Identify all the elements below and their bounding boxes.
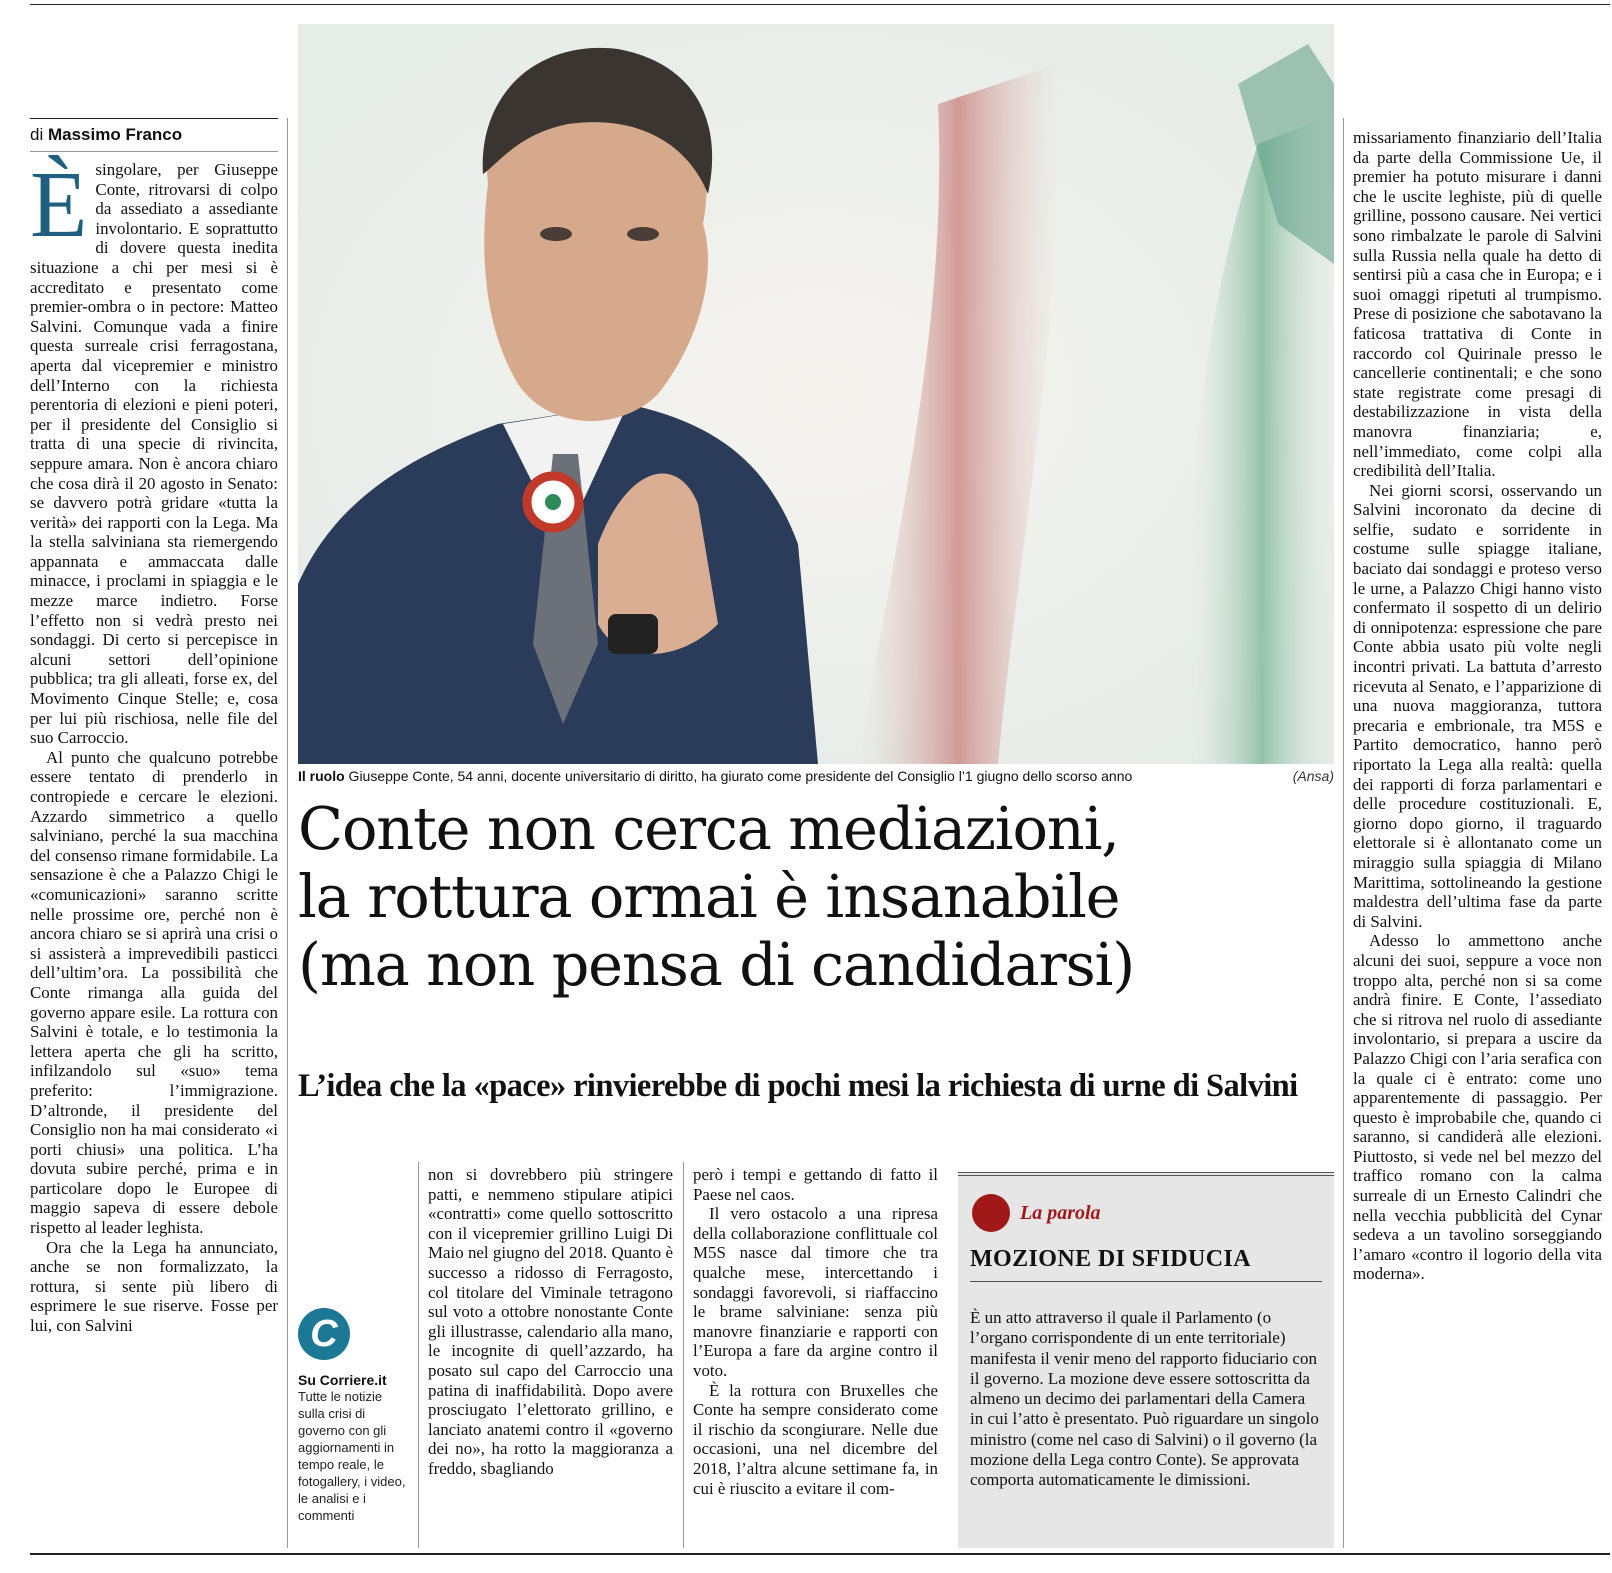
subheadline: L’idea che la «pace» rinvierebbe di pochi mesi la richiesta di urne di Salvini xyxy=(298,1068,1298,1104)
article-paragraph: Adesso lo ammettono anche alcuni dei suoi, seppure a voce non troppo alta, perché non si sa come andrà finire. E Conte, l’assediato che si ritrova nel ruolo di assediante involontario, si prepara a uscire da Palazzo Chigi con l’aria serafica con la quale ci è entrato: come uno apparentemente di passaggio. Per questo è improbabile che, quando ci saranno, si candiderà alle elezioni. Piuttosto, si vede nel bel mezzo del traffico romano con la calma surreale di un Ernesto Calindri che nella vecchia pubblicità del Cynar sedeva a un tavolino sorseggiando l’amaro «contro il logorio della vita moderna». xyxy=(1353,931,1602,1284)
article-paragraph: Nei giorni scorsi, osservando un Salvini incoronato da decine di selfie, sudato e sorridente in costume sulle spiagge italiane, baciato dai sondaggi e proteso verso le urne, a Palazzo Chigi hanno visto confermato il sospetto di un delirio di onnipotenza: espressione che pare Conte abbia usato più volte negli incontri privati. La battuta d’arresto ricevuta al Senato, e l’apparizione di una nuova maggioranza, tuttora precaria e embrionale, tra M5S e Partito democratico, hanno però riportato la Lega alla realtà: quella dei rapporti di forza parlamentari e delle procedure costituzionali. E, giorno dopo giorno, il traguardo elettorale si è allontanato come un miraggio sulla spiaggia di Milano Marittima, sottolineando la gestione maldestra dell’ultima fase da parte di Salvini. xyxy=(1353,480,1602,931)
conte-portrait-illustration xyxy=(298,24,1334,764)
column-divider xyxy=(1343,118,1344,1548)
caption-lead: Il ruolo xyxy=(298,768,345,784)
photo-caption xyxy=(298,768,1334,784)
column-divider xyxy=(287,118,288,1548)
article-paragraph: Il vero ostacolo a una ripresa della collaborazione conflittuale col M5S nasce dal timore che tra qualche mese, intercettando i sondaggi favorevoli, si riaffaccino le brame salviniane: senza più manovre finanziarie e rapporti con l’Europa a fare da argine contro il voto. xyxy=(693,1204,938,1380)
article-paragraph: missariamento finanziario dell’Italia da parte della Commissione Ue, il premier ha potuto misurare i danni che le uscite leghiste, più di quelle grilline, possono causare. Nei vertici sono rimbalzate le parole di Salvini sulla Russia nella quale ha detto di sentirsi più a casa che in Europa; e i suoi omaggi ripetuti al trumpismo. Prese di posizione che sabotavano la faticosa trattativa di Conte in raccordo col Quirinale presso le cancellerie continentali; e che sono state registrate come presagi di destabilizzazione in vista della manovra finanziaria; e, nell’immediato, come colpi alla credibilità dell’Italia. xyxy=(1353,128,1602,481)
headline-line-2: la rottura ormai è insanabile xyxy=(298,862,1120,931)
article-column-4 xyxy=(1353,128,1602,1284)
article-paragraph: È la rottura con Bruxelles che Conte ha sempre considerato come il rischio da scongiurare. Nelle due occasioni, una nel dicembre del 2018, l’altra alcune settimane fa, in cui è riuscito a evitare il com- xyxy=(693,1380,938,1498)
word-box xyxy=(958,1172,1334,1548)
drop-cap: È xyxy=(30,153,88,257)
article-column-2 xyxy=(428,1165,673,1479)
promo-title: Su Corriere.it xyxy=(298,1372,387,1388)
box-label: La parola xyxy=(1020,1202,1101,1224)
lead-photo xyxy=(298,24,1334,764)
promo-body: Tutte le notizie sulla crisi di governo con gli aggiornamenti in tempo reale, le fotogallery, i video, le analisi e i commenti xyxy=(298,1389,406,1523)
bottom-rule xyxy=(30,1553,1610,1555)
byline-prefix: di xyxy=(30,125,44,144)
top-rule xyxy=(30,4,1610,5)
corriere-logo-icon: C xyxy=(298,1308,350,1360)
byline-author: Massimo Franco xyxy=(47,125,183,144)
column-divider xyxy=(418,1162,419,1548)
photo-credit: (Ansa) xyxy=(1292,768,1334,784)
headline-line-3: (ma non pensa di candidarsi) xyxy=(298,930,1135,999)
corriere-promo[interactable] xyxy=(298,1308,408,1524)
article-paragraph: È singolare, per Giuseppe Conte, ritrovarsi di colpo da assediato a assediante involontario. E soprattutto di dovere questa inedita situazione a chi per mesi si è accreditato e presentato come premier-ombra o in pectore: Matteo Salvini. Comunque vada a finire questa surreale crisi ferragostana, aperta dal vicepremier e ministro dell’Interno con la richiesta perentoria di elezioni e pieni poteri, per il presidente del Consiglio si tratta di una specie di rivincita, seppure amara. Non è ancora chiaro che cosa dirà il 20 agosto in Senato: se davvero potrà gridare «tutta la verità» dei rapporti con la Lega. Ma la stella salviniana sta riemergendo appannata e ammaccata dalle minacce, i proclami in spiaggia e le mezze marce indietro. Forse l’effetto non si vedrà presto nei sondaggi. Di certo si percepisce in alcuni settori dell’opinione pubblica; tra gli alleati, forse ex, del Movimento Cinque Stelle; e, cosa per lui più rischiosa, nelle file del suo Carroccio. xyxy=(30,153,278,748)
article-paragraph: però i tempi e gettando di fatto il Paese nel caos. xyxy=(693,1165,938,1204)
headline xyxy=(298,795,1334,999)
article-paragraph: non si dovrebbero più stringere patti, e nemmeno stipulare atipici «contratti» come quello sottoscritto con il vicepremier grillino Luigi Di Maio nel giugno del 2018. Quanto è successo a ridosso di Ferragosto, col titolare del Viminale tetragono sul voto a ottobre nonostante Conte gli illustrasse, calendario alla mano, le incognite di quell’azzardo, ha posato sul capo del Carroccio una patina di inaffidabilità. Dopo avere prosciugato l’elettorato grillino, e lanciato anatemi contro il «governo dei no», ha rotto la maggioranza a freddo, sbagliando xyxy=(428,1165,673,1478)
article-paragraph: Al punto che qualcuno potrebbe essere tentato di prenderlo in contropiede e cercare le elezioni. Azzardo simmetrico a quello salviniano, perché la sua macchina del consenso rimane formidabile. La sensazione è che a Palazzo Chigi le «comunicazioni» saranno scritte nelle prossime ore, perché non è ancora chiaro se si aprirà una crisi o si assisterà a imprevedibili pasticci dell’ultim’ora. La possibilità che Conte rimanga alla guida del governo appare esile. La rottura con Salvini è totale, e lo testimonia la lettera aperta che gli ha scritto, infilzandolo sul «suo» tema preferito: l’immigrazione. D’altronde, il presidente del Consiglio non ha mai considerato «i porti chiusi» una politica. L’ha dovuta subire perché, prima e in particolare dopo le Europee di maggio sapeva di essere debole rispetto al leader leghista. xyxy=(30,747,278,1238)
article-column-1 xyxy=(30,153,278,1336)
red-dot-icon xyxy=(972,1194,1010,1232)
caption-text: Giuseppe Conte, 54 anni, docente universitario di diritto, ha giurato come presidente del Consiglio l’1 giugno dello scorso anno xyxy=(344,768,1133,784)
box-title: MOZIONE DI SFIDUCIA xyxy=(970,1246,1322,1282)
article-column-3 xyxy=(693,1165,938,1498)
headline-line-1: Conte non cerca mediazioni, xyxy=(298,794,1119,863)
article-paragraph: Ora che la Lega ha annunciato, anche se non formalizzato, la rottura, si sente più libero di esprimere le sue riserve. Fosse per lui, con Salvini xyxy=(30,1237,278,1336)
byline xyxy=(30,118,278,152)
box-body: È un atto attraverso il quale il Parlamento (o l’organo corrispondente di un ente territoriale) manifesta il venir meno del rapporto fiduciario con il governo. La mozione deve essere sottoscritta da almeno un decimo dei parlamentari della Camera in cui l’atto è presentato. Può riguardare un singolo ministro (come nel caso di Salvini) o il governo (la mozione della Lega contro Conte). Se approvata comporta automaticamente le dimissioni. xyxy=(970,1308,1319,1490)
column-divider xyxy=(683,1162,684,1548)
